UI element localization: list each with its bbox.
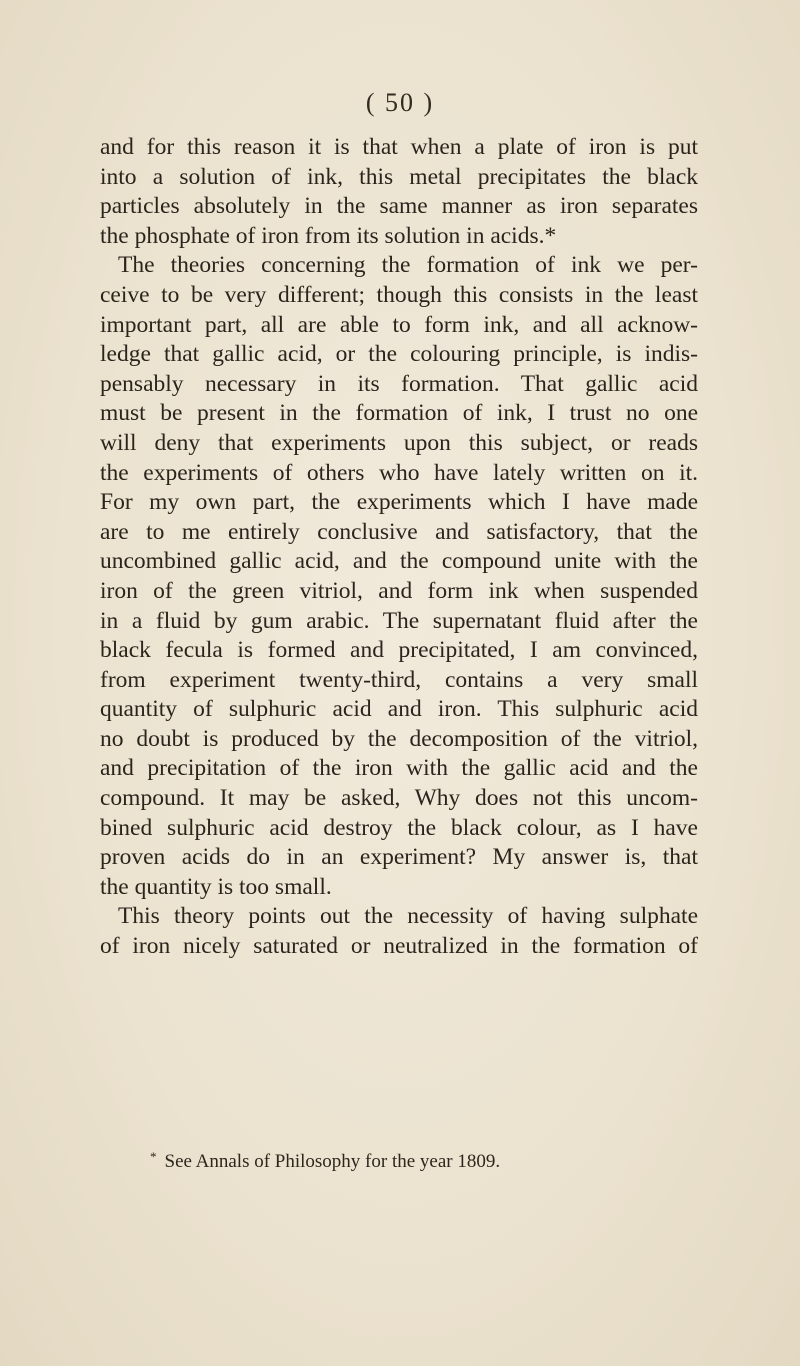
text-line: This theory points out the necessity of having sulphate xyxy=(118,903,698,930)
text-line: from experiment twenty-third, contains a very small xyxy=(100,666,698,693)
page-number: ( 50 ) xyxy=(365,88,435,117)
text-line: are to me entirely conclusive and satisfactory, that the xyxy=(100,518,698,545)
text-line: pensably necessary in its formation. That gallic acid xyxy=(100,370,698,397)
text-line: The theories concerning the formation of ink we per- xyxy=(118,252,698,279)
text-line: the phosphate of iron from its solution in acids.* xyxy=(100,222,557,249)
text-line: ceive to be very different; though this consists in the least xyxy=(100,281,698,308)
text-line: the quantity is too small. xyxy=(100,873,332,900)
text-line: the experiments of others who have lately written on it. xyxy=(100,459,698,486)
text-line: bined sulphuric acid destroy the black colour, as I have xyxy=(100,814,698,841)
text-line: uncombined gallic acid, and the compound unite with the xyxy=(100,548,698,575)
footnote-mark: * xyxy=(150,1149,157,1164)
text-line: For my own part, the experiments which I have made xyxy=(100,489,698,516)
body-text xyxy=(100,133,698,962)
text-line: particles absolutely in the same manner as iron separates xyxy=(100,193,698,220)
text-line: proven acids do in an experiment? My answer is, that xyxy=(100,844,698,871)
text-line: and for this reason it is that when a plate of iron is put xyxy=(100,134,698,160)
text-line: will deny that experiments upon this subject, or reads xyxy=(100,429,698,456)
footnote xyxy=(150,1145,710,1174)
text-line: in a fluid by gum arabic. The supernatant fluid after the xyxy=(100,607,698,634)
text-line: important part, all are able to form ink, and all acknow- xyxy=(100,311,698,338)
text-line: iron of the green vitriol, and form ink when suspended xyxy=(100,577,698,604)
footnote-text: See Annals of Philosophy for the year 1809. xyxy=(164,1151,501,1172)
text-line: black fecula is formed and precipitated, I am convinced, xyxy=(100,637,698,664)
text-line: ledge that gallic acid, or the colouring principle, is indis- xyxy=(100,341,698,368)
text-line: into a solution of ink, this metal precipitates the black xyxy=(100,163,698,190)
text-line: of iron nicely saturated or neutralized in the formation of xyxy=(100,933,698,960)
text-line: quantity of sulphuric acid and iron. This sulphuric acid xyxy=(100,696,698,723)
text-line: compound. It may be asked, Why does not this uncom- xyxy=(100,785,698,812)
text-line: no doubt is produced by the decomposition of the vitriol, xyxy=(100,725,698,752)
text-line: must be present in the formation of ink, I trust no one xyxy=(100,400,698,427)
text-line: and precipitation of the iron with the gallic acid and the xyxy=(100,755,698,782)
